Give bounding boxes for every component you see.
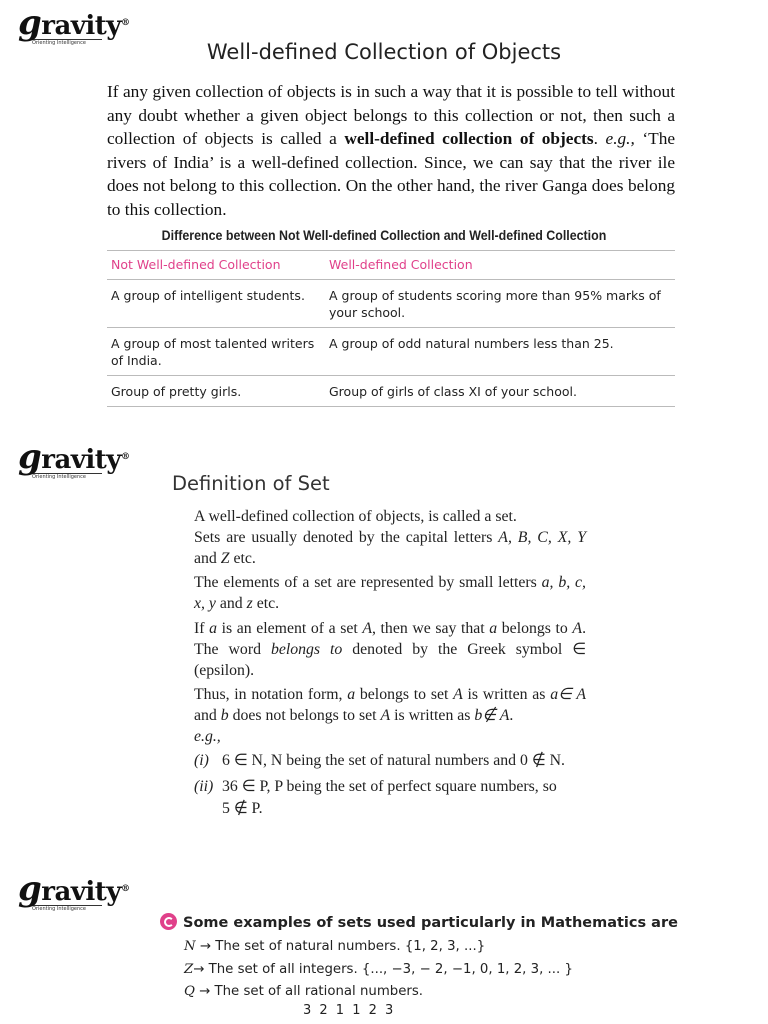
table-header-cell: Not Well-defined Collection bbox=[107, 251, 325, 280]
math-expr: a∈ A bbox=[550, 686, 586, 703]
para-text: If bbox=[194, 620, 210, 637]
math-expr: b∉ A bbox=[474, 707, 510, 724]
table-cell: A group of most talented writers of India. bbox=[107, 328, 325, 376]
para-text: Thus, in notation form, bbox=[194, 686, 348, 703]
math-var: A bbox=[380, 707, 391, 724]
math-var: z bbox=[246, 595, 253, 612]
italic-term: belongs to bbox=[270, 641, 343, 658]
set-symbol: Q bbox=[184, 984, 195, 999]
example-1 bbox=[194, 749, 594, 772]
table-row bbox=[107, 376, 675, 407]
para-text: A well-defined collection of objects, is called a set. bbox=[194, 508, 517, 525]
section-title-examples bbox=[160, 913, 678, 931]
definition-paragraph-3 bbox=[194, 618, 586, 681]
table-row bbox=[107, 280, 675, 328]
list-item bbox=[184, 982, 423, 1002]
math-var: A bbox=[453, 686, 463, 703]
table-header-cell: Well-defined Collection bbox=[325, 251, 675, 280]
definition-paragraph-2 bbox=[194, 572, 586, 614]
gravity-logo bbox=[18, 869, 130, 913]
math-var: A bbox=[362, 620, 372, 637]
math-var: b bbox=[220, 707, 229, 724]
logo-reg-mark: ® bbox=[120, 18, 130, 28]
example-2-continuation bbox=[222, 797, 622, 820]
para-text: . bbox=[593, 129, 598, 148]
math-var: A, B, C, X, Y bbox=[498, 529, 586, 546]
eg-label: e.g., bbox=[605, 129, 635, 148]
example-2 bbox=[194, 775, 594, 798]
logo-reg-mark: ® bbox=[120, 884, 130, 894]
para-text: is written as bbox=[462, 686, 551, 703]
table-caption: Difference between Not Well-defined Collection and Well-defined Collection bbox=[161, 228, 607, 243]
math-var: Z bbox=[220, 550, 230, 567]
table-header-row bbox=[107, 251, 675, 280]
math-var: a bbox=[209, 620, 218, 637]
section-title-definition-of-set: Definition of Set bbox=[172, 472, 330, 495]
section-title-text: Some examples of sets used particularly in Mathematics are bbox=[183, 915, 678, 931]
section-title-well-defined: Well-defined Collection of Objects bbox=[206, 40, 562, 64]
para-text: etc. bbox=[229, 550, 256, 567]
logo-word: ravity bbox=[41, 445, 121, 475]
para-text: If any given collection of objects is in such a way that it is possible to tell without any doubt whether a given object belongs to this collection or not, then such a collection of objects is called a bbox=[107, 82, 675, 148]
set-description: → The set of natural numbers. {1, 2, 3, ...} bbox=[195, 939, 486, 954]
para-text: ‘The rivers of India’ is a well-defined collection. Since, we can say that the river ile does not belong to this collection. On the other hand, the river Ganga does belong to this collection. bbox=[107, 129, 676, 219]
para-text: belongs to bbox=[497, 620, 573, 637]
table-cell: A group of odd natural numbers less than 25. bbox=[325, 328, 675, 376]
table-row bbox=[107, 328, 675, 376]
example-text: 36 ∈ P, P being the set of perfect square numbers, so bbox=[222, 778, 557, 795]
para-text: . The word bbox=[194, 620, 587, 658]
bullet-icon bbox=[160, 913, 177, 930]
well-defined-paragraph bbox=[107, 80, 675, 221]
math-var: A bbox=[572, 620, 583, 637]
para-text: is an element of a set bbox=[217, 620, 363, 637]
para-text: Sets are usually denoted by the capital letters bbox=[194, 529, 499, 546]
para-text: , then we say that bbox=[372, 620, 490, 637]
para-text: etc. bbox=[252, 595, 280, 612]
logo-tagline: Orienting Intelligence bbox=[32, 39, 102, 47]
table-cell: A group of intelligent students. bbox=[107, 280, 325, 328]
para-text: and bbox=[194, 550, 221, 567]
example-number: (ii) bbox=[194, 778, 214, 795]
math-var: a, b, c, x, y bbox=[194, 574, 586, 612]
logo-letter: g bbox=[18, 437, 42, 477]
para-text: . bbox=[509, 707, 514, 724]
logo-letter: g bbox=[18, 869, 42, 909]
table-cell: A group of students scoring more than 95% marks of your school. bbox=[325, 280, 675, 328]
logo-letter: g bbox=[18, 3, 42, 43]
para-bold-term: well-defined collection of objects bbox=[344, 129, 594, 148]
set-description: → The set of all rational numbers. bbox=[194, 984, 424, 999]
table-cell: Group of girls of class XI of your school. bbox=[325, 376, 675, 407]
para-text: and bbox=[194, 707, 221, 724]
list-item bbox=[184, 937, 485, 957]
table-cell: Group of pretty girls. bbox=[107, 376, 325, 407]
gravity-logo bbox=[18, 437, 130, 481]
logo-word: ravity bbox=[41, 877, 121, 907]
rational-numbers-row-partial: 3 2 1 1 2 3 bbox=[303, 1003, 396, 1018]
para-text: is written as bbox=[390, 707, 475, 724]
set-symbol: N bbox=[184, 939, 196, 954]
definition-paragraph-1 bbox=[194, 506, 586, 569]
example-number: (i) bbox=[194, 752, 209, 769]
math-var: a bbox=[347, 686, 356, 703]
logo-tagline: Orienting Intelligence bbox=[32, 473, 102, 481]
para-text: belongs to set bbox=[355, 686, 454, 703]
set-description: → The set of all integers. {..., −3, − 2, −1, 0, 1, 2, 3, ... } bbox=[193, 962, 573, 977]
eg-label: e.g., bbox=[194, 728, 221, 745]
logo-word: ravity bbox=[41, 11, 121, 41]
example-text: 5 ∉ P. bbox=[222, 800, 263, 817]
para-text: denoted by the Greek symbol ∈ (epsilon). bbox=[194, 641, 586, 679]
example-text: 6 ∈ N, N being the set of natural numbers and 0 ∉ N. bbox=[222, 752, 565, 769]
list-item bbox=[184, 960, 573, 980]
logo-tagline: Orienting Intelligence bbox=[32, 905, 102, 913]
para-text: The elements of a set are represented by small letters bbox=[194, 574, 542, 591]
para-text: and bbox=[215, 595, 247, 612]
math-var: a bbox=[489, 620, 498, 637]
difference-table bbox=[107, 250, 675, 407]
para-text: does not belongs to set bbox=[228, 707, 381, 724]
logo-reg-mark: ® bbox=[120, 452, 130, 462]
definition-paragraph-4 bbox=[194, 684, 586, 747]
set-symbol: Z bbox=[184, 962, 194, 977]
